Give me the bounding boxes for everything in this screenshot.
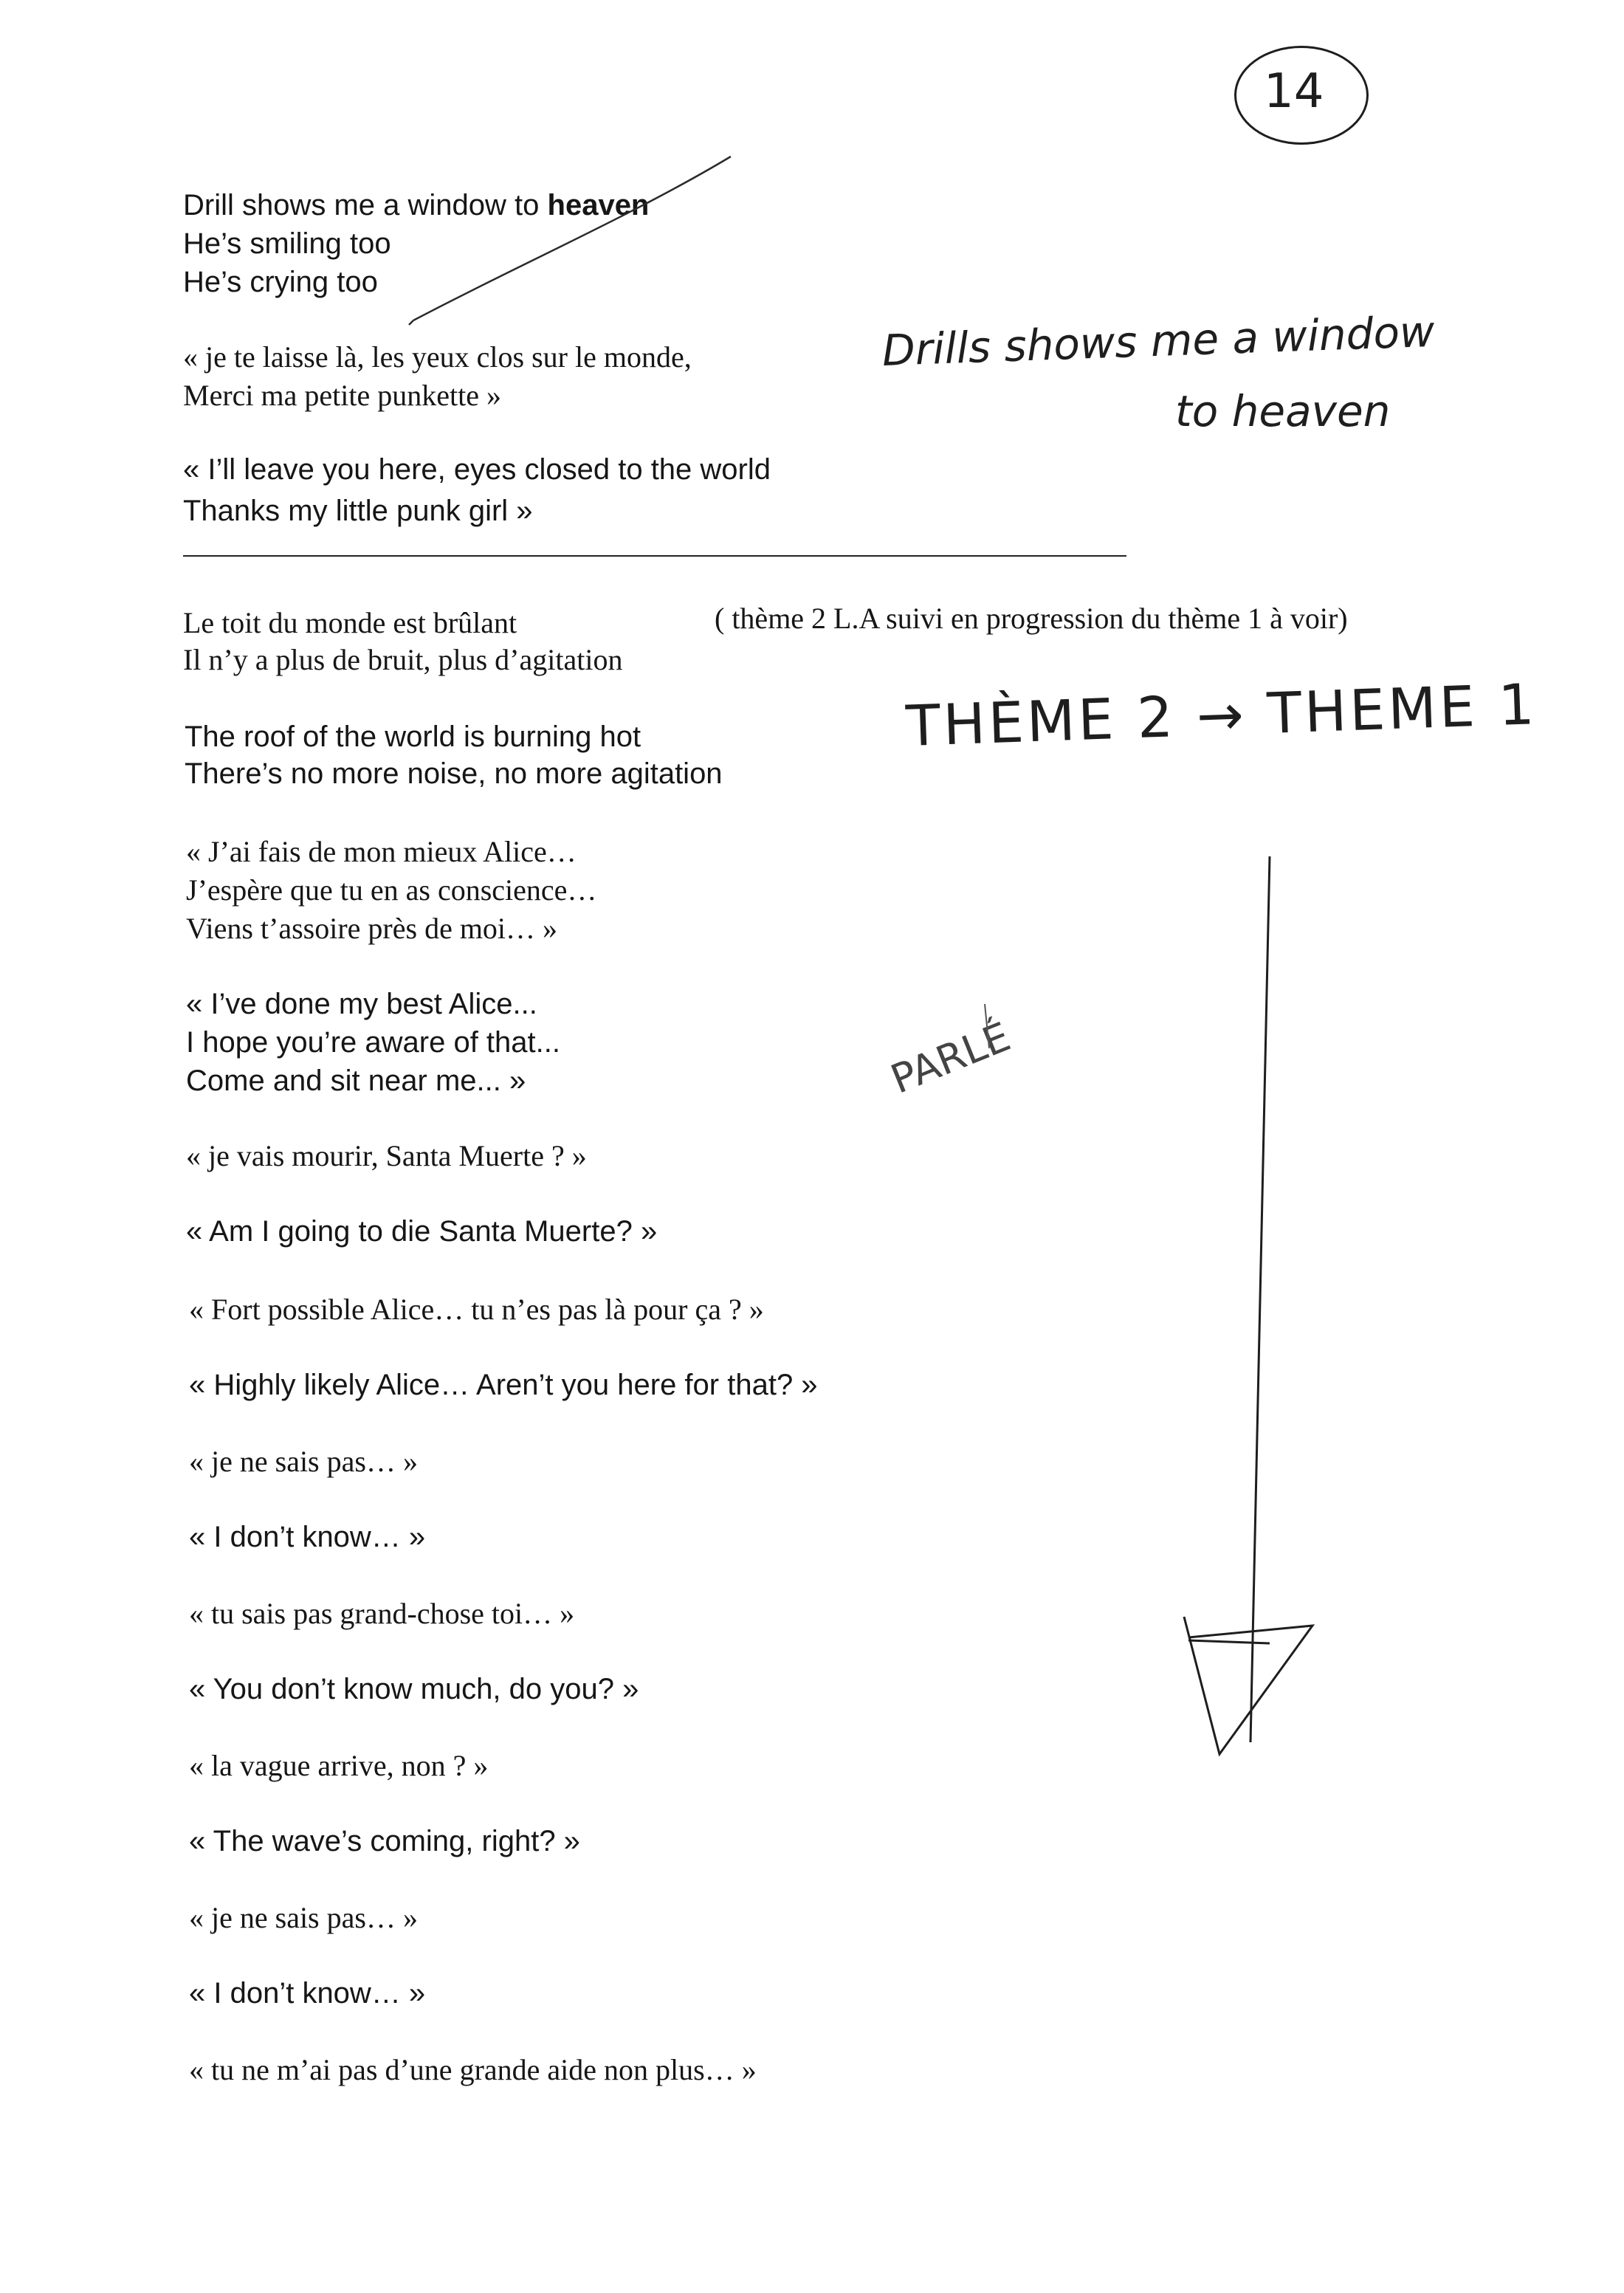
b7-line2: I hope you’re aware of that...: [186, 1026, 560, 1059]
strike-through-tick: [409, 320, 413, 325]
b6-line1: « J’ai fais de mon mieux Alice…: [186, 835, 577, 868]
b7-line1: « I’ve done my best Alice...: [186, 988, 537, 1020]
dialogue-line: « tu ne m’ai pas d’une grande aide non plus… »: [189, 2053, 757, 2086]
b3-line1: « I’ll leave you here, eyes closed to the world: [183, 453, 771, 486]
dialogue-line: « The wave’s coming, right? »: [189, 1825, 580, 1857]
down-arrow-shaft: [1250, 856, 1270, 1742]
dialogue-line: « tu sais pas grand-chose toi… »: [189, 1597, 575, 1630]
margin-tick: [985, 1004, 989, 1048]
dialogue-line: « You don’t know much, do you? »: [189, 1673, 639, 1705]
handwritten-note-line1: Drills shows me a window: [881, 306, 1436, 376]
b4-line1: Le toit du monde est brûlant: [183, 606, 517, 639]
handwritten-theme: THÈME 2 → THEME 1: [904, 671, 1538, 759]
dialogue-line: « la vague arrive, non ? »: [189, 1749, 489, 1782]
strike-through-stroke: [413, 157, 731, 320]
dialogue-line: « Am I going to die Santa Muerte? »: [186, 1215, 658, 1248]
b1-line1-text: Drill shows me a window to: [183, 189, 540, 221]
b5-line1: The roof of the world is burning hot: [185, 721, 641, 753]
arrow-crossbar: [1188, 1640, 1270, 1643]
b3-line2: Thanks my little punk girl »: [183, 495, 533, 527]
page-number: 14: [1264, 64, 1324, 119]
b2-line1: « je te laisse là, les yeux clos sur le monde,: [183, 340, 692, 374]
down-arrow-head: [1184, 1617, 1312, 1754]
dialogue-line: « Highly likely Alice… Aren’t you here for that? »: [189, 1369, 818, 1401]
b4-line2: Il n’y a plus de bruit, plus d’agitation: [183, 643, 623, 676]
b6-line3: Viens t’assoire près de moi… »: [186, 912, 558, 945]
b1-line1-bold: heaven: [547, 189, 650, 221]
dialogue-line: « I don’t know… »: [189, 1521, 426, 1553]
b7-line3: Come and sit near me... »: [186, 1065, 526, 1097]
b6-line2: J’espère que tu en as conscience…: [186, 873, 597, 907]
b5-line2: There’s no more noise, no more agitation: [185, 757, 723, 790]
dialogue-line: « Fort possible Alice… tu n’es pas là pour ça ? »: [189, 1293, 764, 1326]
theme-note: ( thème 2 L.A suivi en progression du thème 1 à voir): [715, 602, 1348, 635]
dialogue-line: « je ne sais pas… »: [189, 1445, 418, 1478]
dialogue-line: « je vais mourir, Santa Muerte ? »: [186, 1139, 587, 1172]
handwritten-note-line2: to heaven: [1175, 386, 1391, 436]
dialogue-line: « je ne sais pas… »: [189, 1901, 418, 1934]
handwritten-margin: PARLÉ: [884, 1013, 1017, 1103]
b1-line2: He’s smiling too: [183, 227, 391, 260]
b1-line3: He’s crying too: [183, 266, 378, 298]
b2-line2: Merci ma petite punkette »: [183, 379, 501, 412]
dialogue-line: « I don’t know… »: [189, 1977, 426, 2010]
